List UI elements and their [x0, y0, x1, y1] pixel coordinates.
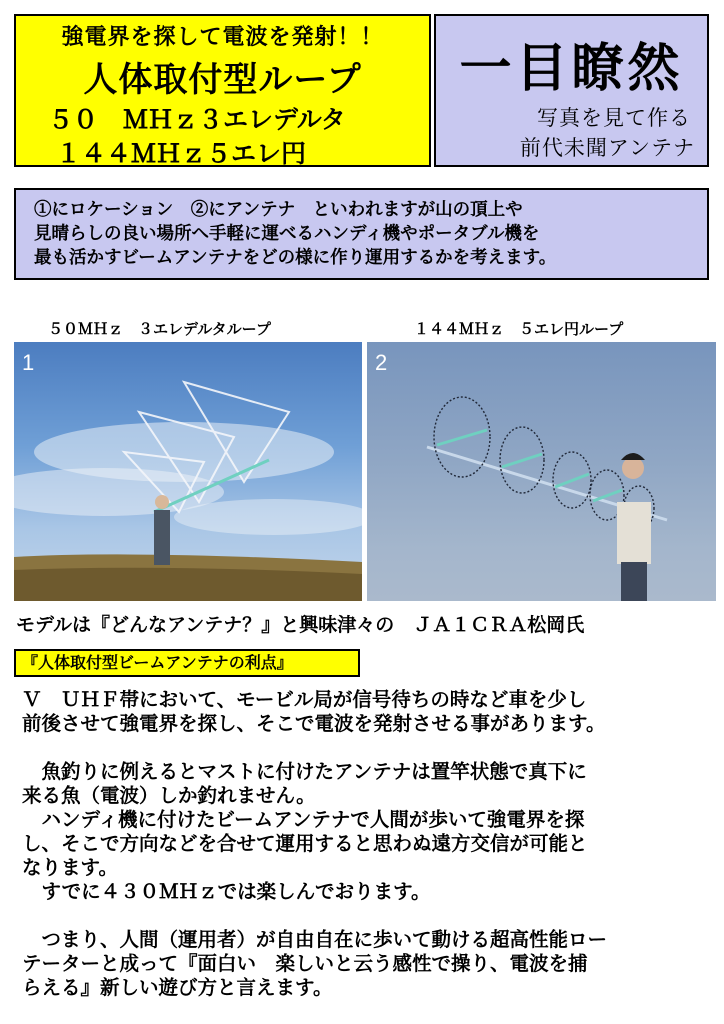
intro-line: 見晴らしの良い場所へ手軽に運べるハンディ機やポータブル機を: [34, 224, 540, 244]
header-slogan-box: [434, 14, 709, 167]
body-line: らえる』新しい遊び方と言えます。: [22, 976, 333, 999]
header-50mhz-line: ５０ ＭＨｚ３エレデルタ: [48, 105, 346, 134]
body-line: テーターと成って『面白い 楽しいと云う感性で操り、電波を捕: [22, 952, 588, 975]
photo1-caption: ５０ＭＨｚ ３エレデルタループ: [48, 320, 271, 338]
body-line: ハンディ機に付けたビームアンテナで人間が歩いて強電界を探: [22, 808, 585, 831]
header-144mhz-line: １４４ＭＨｚ５エレ円: [56, 139, 307, 168]
photo-circle-loop: [367, 342, 716, 601]
intro-box: [14, 188, 709, 280]
slogan-title: 一目瞭然: [459, 38, 684, 99]
photo1-number: 1: [22, 350, 35, 375]
photo2-caption: １４４ＭＨｚ ５エレ円ループ: [414, 320, 624, 338]
body-line: Ｖ ＵＨＦ帯において、モービル局が信号待ちの時など車を少し: [22, 688, 587, 711]
intro-line: ①にロケーション ②にアンテナ といわれますが山の頂上や: [34, 200, 523, 220]
photo-delta-loop-illustration: [14, 342, 362, 601]
body-line: し、そこで方向などを合せて運用すると思わぬ遠方交信が可能と: [22, 832, 588, 855]
slogan-sub2: 前代未聞アンテナ: [519, 136, 695, 160]
body-line: つまり、人間（運用者）が自由自在に歩いて動ける超高性能ロー: [22, 928, 608, 951]
section-heading: 『人体取付型ビームアンテナの利点』: [14, 649, 360, 677]
model-caption: モデルは『どんなアンテナ？』と興味津々の ＪＡ１ＣＲＡ松岡氏: [16, 614, 585, 636]
slogan-sub1: 写真を見て作る: [537, 106, 691, 130]
photo-circle-loop-illustration: [367, 342, 716, 601]
header-title-box: [14, 14, 431, 167]
photo-delta-loop: [14, 342, 362, 601]
body-line: 来る魚（電波）しか釣れません。: [22, 784, 316, 807]
body-line: すでに４３０ＭＨｚでは楽しんでおります。: [22, 880, 431, 903]
header-main-title: 人体取付型ループ: [83, 60, 362, 100]
body-line: 前後させて強電界を探し、そこで電波を発射させる事があります。: [22, 712, 606, 735]
body-line: なります。: [22, 856, 118, 879]
body-line: 魚釣りに例えるとマストに付けたアンテナは置竿状態で真下に: [22, 760, 587, 783]
header-tagline: 強電界を探して電波を発射！！: [61, 24, 384, 50]
intro-line: 最も活かすビームアンテナをどの様に作り運用するかを考えます。: [34, 248, 557, 268]
photo2-number: 2: [375, 350, 388, 375]
